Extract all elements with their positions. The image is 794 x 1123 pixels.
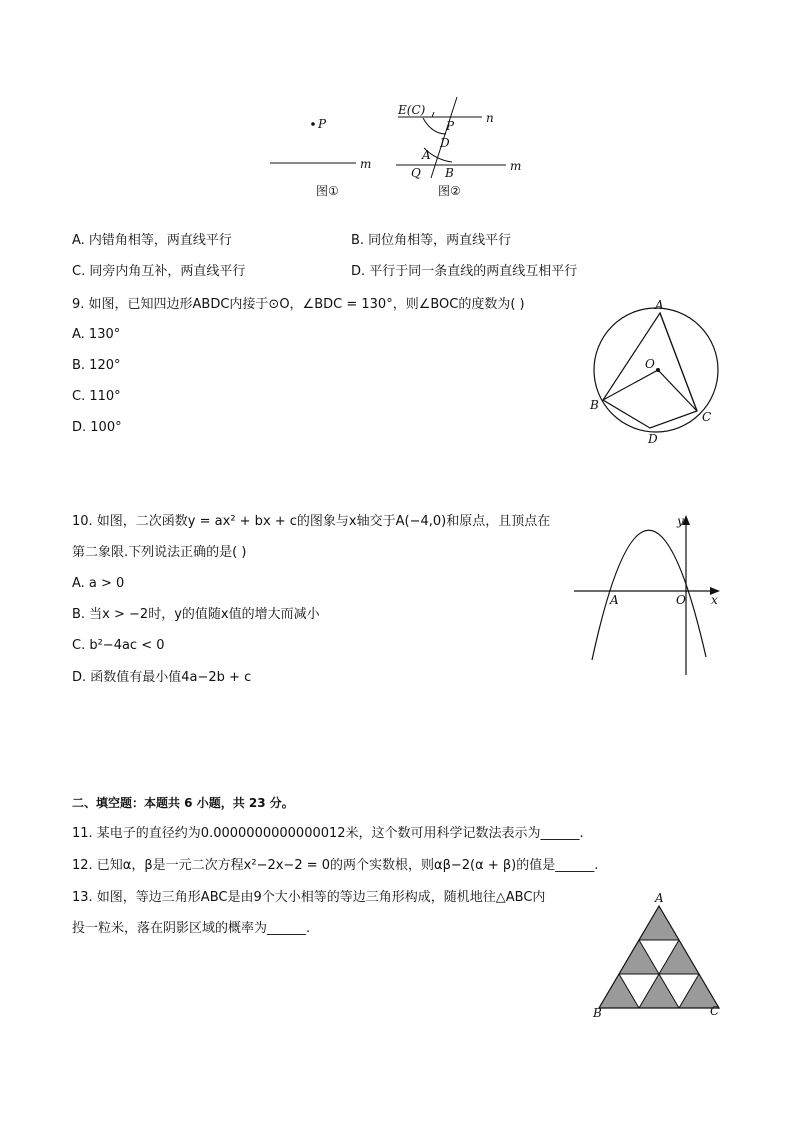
shaded-triangle-mid-left bbox=[619, 940, 659, 974]
section2-header: 二、填空题：本题共 6 小题，共 23 分。 bbox=[72, 796, 294, 810]
shaded-triangle-mid-right bbox=[659, 940, 699, 974]
q9-label-o: O bbox=[645, 357, 655, 371]
q13-label-b: B bbox=[593, 1006, 602, 1020]
q9-option-c: C. 110° bbox=[72, 389, 121, 404]
q9-label-c: C bbox=[702, 410, 712, 424]
label-b-fig2: B bbox=[445, 166, 454, 180]
label-m-fig2: m bbox=[510, 159, 522, 173]
q10-label-y: y bbox=[677, 514, 684, 528]
q9-label-a: A bbox=[655, 298, 664, 312]
q9-label-d: D bbox=[648, 432, 658, 446]
q8-option-a: A. 内错角相等，两直线平行 bbox=[72, 233, 232, 248]
label-p-fig2: P bbox=[446, 119, 455, 133]
label-q: Q bbox=[411, 166, 421, 180]
q8-option-b: B. 同位角相等，两直线平行 bbox=[351, 233, 512, 248]
caption-fig1: 图① bbox=[316, 184, 339, 198]
label-p-fig1: P bbox=[318, 117, 327, 131]
label-m-fig1: m bbox=[360, 157, 372, 171]
q9-stem: 9. 如图，已知四边形ABDC内接于⊙O，∠BDC = 130°，则∠BOC的度数为( ) bbox=[72, 297, 525, 312]
q10-stem-line2: 第二象限.下列说法正确的是( ) bbox=[72, 545, 247, 560]
q10-label-x: x bbox=[711, 593, 718, 607]
shaded-inverted-bottom-left bbox=[599, 974, 639, 1008]
q13-line1: 13. 如图，等边三角形ABC是由9个大小相等的等边三角形构成，随机地往△ABC内 bbox=[72, 890, 546, 905]
label-d: D bbox=[440, 136, 450, 150]
label-n: n bbox=[486, 111, 494, 125]
q13-label-c: C bbox=[710, 1004, 720, 1018]
q10-stem-line1: 10. 如图，二次函数y = ax² + bx + c的图象与x轴交于A(−4,0)和原点，且顶点在 bbox=[72, 514, 551, 529]
q13-label-a: A bbox=[655, 891, 664, 905]
q10-option-a: A. a > 0 bbox=[72, 576, 125, 591]
q10-option-d: D. 函数值有最小值4a−2b + c bbox=[72, 670, 252, 685]
q8-option-c: C. 同旁内角互补，两直线平行 bbox=[72, 264, 246, 279]
q10-label-o: O bbox=[676, 593, 686, 607]
q10-option-b: B. 当x > −2时，y的值随x值的增大而减小 bbox=[72, 607, 320, 622]
shaded-inverted-bottom-mid bbox=[639, 974, 679, 1008]
label-ec: E(C) bbox=[398, 103, 426, 117]
q8-option-d: D. 平行于同一条直线的两直线互相平行 bbox=[351, 264, 578, 279]
q12-text: 12. 已知α，β是一元二次方程x²−2x−2 = 0的两个实数根，则αβ−2(α + β)的值是______. bbox=[72, 858, 599, 873]
shaded-triangle-top bbox=[639, 906, 679, 940]
q9-option-a: A. 130° bbox=[72, 327, 121, 342]
q9-label-b: B bbox=[590, 398, 599, 412]
caption-fig2: 图② bbox=[438, 184, 461, 198]
q9-option-b: B. 120° bbox=[72, 358, 121, 373]
q11-text: 11. 某电子的直径约为0.0000000000000012米，这个数可用科学记数法表示为______. bbox=[72, 826, 584, 841]
label-a-fig2: A bbox=[422, 148, 431, 162]
q13-line2: 投一粒米，落在阴影区域的概率为______. bbox=[72, 921, 311, 936]
q10-option-c: C. b²−4ac < 0 bbox=[72, 638, 165, 653]
shaded-inverted-bottom-right bbox=[679, 974, 719, 1008]
q10-label-a: A bbox=[610, 593, 619, 607]
q9-option-d: D. 100° bbox=[72, 420, 122, 435]
